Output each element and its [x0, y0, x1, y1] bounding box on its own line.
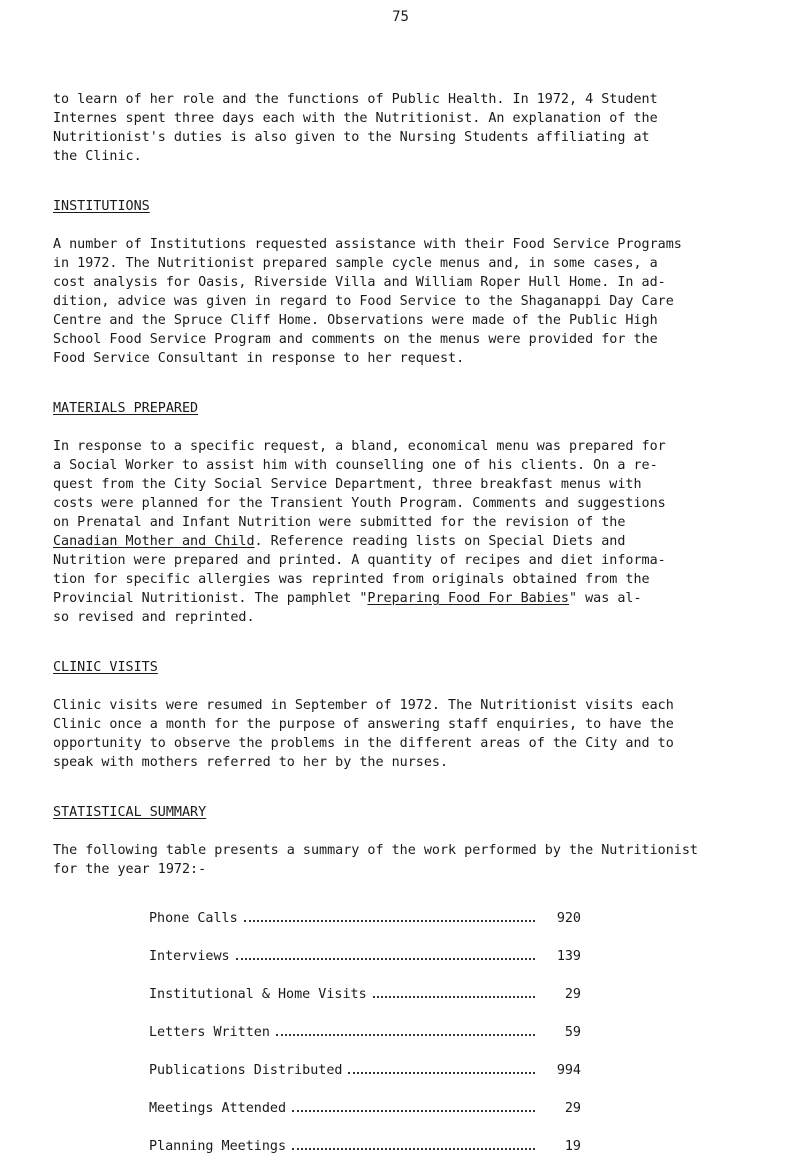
stat-row	[149, 1137, 581, 1175]
stat-row	[149, 947, 581, 985]
stat-value: 29	[564, 987, 581, 1002]
stat-value: 920	[556, 911, 581, 926]
stat-label: Interviews	[149, 949, 230, 964]
stat-label: Publications Distributed	[149, 1063, 343, 1078]
dot-leader	[348, 1072, 535, 1074]
dot-leader	[276, 1034, 535, 1036]
institutions-heading: INSTITUTIONS	[53, 199, 150, 214]
stat-value: 19	[564, 1139, 581, 1154]
stat-label: Meetings Attended	[149, 1101, 287, 1116]
publication-title: Canadian Mother and Child	[53, 534, 255, 549]
pamphlet-title: Preparing Food For Babies	[367, 591, 569, 606]
stat-value: 994	[556, 1063, 581, 1078]
materials-text-part1: In response to a specific request, a bland, economical menu was prepared for a Social Worker to assist him with counselling one of his clients. On a re- quest from the City Social Service Department, three breakfast menus with costs were planned for the Transient Youth Program. Comments and suggestions on Prenatal and Infant Nutrition were submitted for the revision of the	[53, 439, 666, 530]
statistical-summary-intro: The following table presents a summary of the work performed by the Nutritionist for the year 1972:-	[53, 843, 698, 877]
stat-row	[149, 985, 581, 1023]
dot-leader	[292, 1110, 535, 1112]
statistical-summary-heading: STATISTICAL SUMMARY	[53, 805, 207, 820]
stat-value: 139	[556, 949, 581, 964]
stat-row	[149, 1099, 581, 1137]
dot-leader	[236, 958, 535, 960]
stat-label: Letters Written	[149, 1025, 270, 1040]
dot-leader	[244, 920, 535, 922]
stat-value: 59	[564, 1025, 581, 1040]
clinic-visits-paragraph: Clinic visits were resumed in September of 1972. The Nutritionist visits each Clinic once a month for the purpose of answering staff enquiries, to have the opportunity to observe the problems in the different areas of the City and to speak with mothers referred to her by the nurses.	[53, 698, 674, 770]
materials-paragraph	[53, 437, 793, 627]
document-body	[53, 90, 793, 1175]
dot-leader	[373, 996, 535, 998]
stat-label: Institutional & Home Visits	[149, 987, 367, 1002]
stat-label: Phone Calls	[149, 911, 238, 926]
materials-heading: MATERIALS PREPARED	[53, 401, 199, 416]
materials-text-part2: . Reference reading lists on Special Diets and Nutrition were prepared and printed. A quantity of recipes and diet informa- tion for specific allergies was reprinted from originals obtained from the Provincial Nutritionist. The pamphlet "	[53, 534, 666, 606]
clinic-visits-heading: CLINIC VISITS	[53, 660, 158, 675]
stat-row	[149, 1061, 581, 1099]
stat-label: Planning Meetings	[149, 1139, 287, 1154]
institutions-paragraph: A number of Institutions requested assistance with their Food Service Programs in 1972. The Nutritionist prepared sample cycle menus and, in some cases, a cost analysis for Oasis, Riverside Villa and William Roper Hull Home. In ad- dition, advice was given in regard to Food Service to the Shaganappi Day Care Centre and the Spruce Cliff Home. Observations were made of the Public High School Food Service Program and comments on the menus were provided for the Food Service Consultant in response to her request.	[53, 237, 682, 366]
dot-leader	[292, 1148, 535, 1150]
intro-paragraph: to learn of her role and the functions of Public Health. In 1972, 4 Student Internes spent three days each with the Nutritionist. An explanation of the Nutritionist's duties is also given to the Nursing Students affiliating at the Clinic.	[53, 92, 658, 164]
materials-text-part3: " was al- so revised and reprinted.	[53, 591, 642, 625]
stat-value: 29	[564, 1101, 581, 1116]
stat-row	[149, 909, 581, 947]
page-number: 75	[392, 9, 409, 25]
stat-row	[149, 1023, 581, 1061]
statistics-table	[149, 909, 581, 1175]
